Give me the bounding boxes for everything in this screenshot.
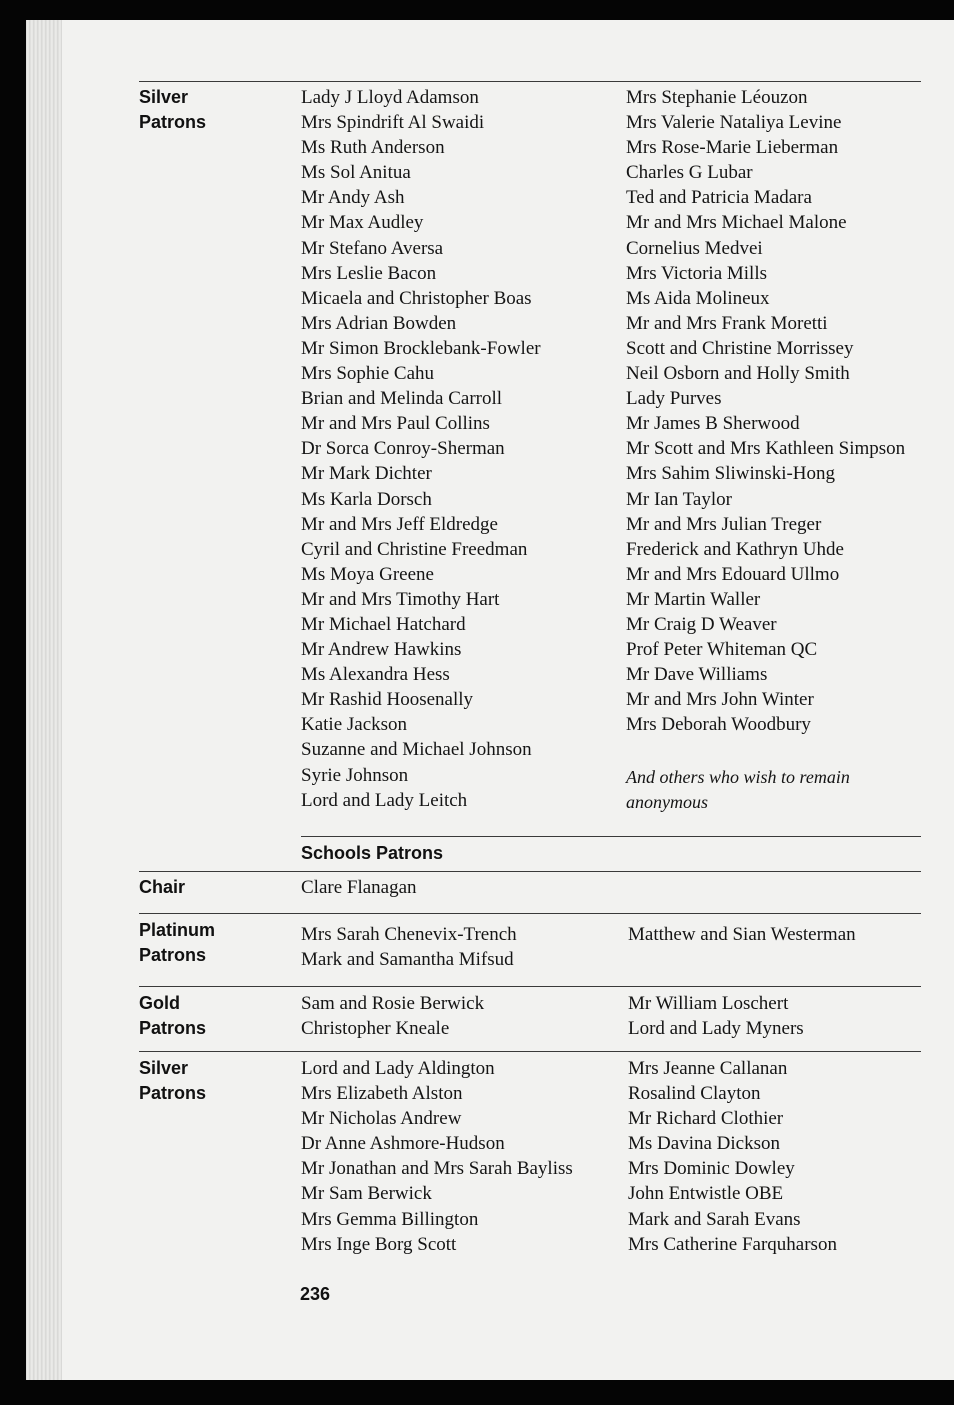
patron-name: Mrs Deborah Woodbury xyxy=(626,714,811,736)
silver-patrons-col2 xyxy=(626,85,905,737)
platinum-rule xyxy=(139,913,921,914)
platinum-col2 xyxy=(628,922,856,947)
patron-name: Mrs Dominic Dowley xyxy=(628,1158,795,1180)
platinum-col1 xyxy=(301,922,517,972)
patron-name: Mrs Sahim Sliwinski-Hong xyxy=(626,463,836,485)
patron-name: Mr and Mrs Edouard Ullmo xyxy=(626,563,840,585)
patron-name: Sam and Rosie Berwick xyxy=(301,993,485,1014)
page-number: 236 xyxy=(300,1284,331,1304)
silver-schools-rule xyxy=(139,1051,921,1052)
patron-name: Mr Mark Dichter xyxy=(301,463,432,485)
patron-name: Rosalind Clayton xyxy=(628,1083,761,1105)
chair-name: Clare Flanagan xyxy=(301,877,417,898)
patron-name: Mr Richard Clothier xyxy=(628,1108,784,1130)
patron-name: Mrs Adrian Bowden xyxy=(301,312,457,334)
patron-name: Suzanne and Michael Johnson xyxy=(301,739,532,761)
patron-name: Mr and Mrs Michael Malone xyxy=(626,212,847,234)
anonymous-note-line1: And others who wish to remain xyxy=(626,767,850,787)
patron-name: Mr Stefano Aversa xyxy=(301,237,444,259)
patron-name: Lord and Lady Myners xyxy=(628,1018,804,1040)
patron-name: Dr Anne Ashmore-Hudson xyxy=(301,1133,505,1155)
patron-name: Mr Simon Brocklebank-Fowler xyxy=(301,337,541,359)
patron-name: Mr Scott and Mrs Kathleen Simpson xyxy=(626,438,906,460)
patron-name: Mr and Mrs Julian Treger xyxy=(626,513,822,535)
schools-title-rule xyxy=(301,836,921,837)
patron-name: Mrs Elizabeth Alston xyxy=(301,1083,463,1105)
patron-name: Lady Purves xyxy=(626,388,722,410)
patron-name: Mr and Mrs Paul Collins xyxy=(301,413,490,435)
patron-name: Mrs Sophie Cahu xyxy=(301,363,434,385)
patron-name: Mrs Catherine Farquharson xyxy=(628,1233,837,1255)
patron-name: Mr Dave Williams xyxy=(626,664,768,686)
patron-name: Mr James B Sherwood xyxy=(626,413,800,435)
patron-name: Cyril and Christine Freedman xyxy=(301,538,528,560)
patron-name: Mr Martin Waller xyxy=(626,588,761,610)
patron-name: Ms Sol Anitua xyxy=(301,162,411,184)
patron-name: Mrs Inge Borg Scott xyxy=(301,1233,457,1255)
silver-schools-col1 xyxy=(301,1056,573,1257)
patron-name: Brian and Melinda Carroll xyxy=(301,388,503,410)
patron-name: Katie Jackson xyxy=(301,714,408,736)
chair-heading: Chair xyxy=(139,877,186,897)
patron-name: Mr Ian Taylor xyxy=(626,488,732,510)
gold-col2 xyxy=(628,991,804,1041)
patron-name: Ms Ruth Anderson xyxy=(301,137,445,159)
patron-name: Mr and Mrs John Winter xyxy=(626,689,814,711)
silver-schools-heading: Silver Patrons xyxy=(139,1058,207,1103)
patron-name: Mr Craig D Weaver xyxy=(626,613,777,635)
patron-name: Ted and Patricia Madara xyxy=(626,187,812,209)
silver-schools-col2 xyxy=(628,1056,837,1257)
patron-name: Cornelius Medvei xyxy=(626,237,763,259)
patron-name: Mrs Sarah Chenevix-Trench xyxy=(301,924,517,945)
patron-name: Mrs Victoria Mills xyxy=(626,262,768,284)
patron-name: Christopher Kneale xyxy=(301,1018,450,1040)
patron-name: Mr and Mrs Jeff Eldredge xyxy=(301,513,498,535)
patron-name: Dr Sorca Conroy-Sherman xyxy=(301,438,505,460)
patron-name: Frederick and Kathryn Uhde xyxy=(626,538,844,560)
chair-rule xyxy=(139,871,921,872)
patron-name: Mr Andrew Hawkins xyxy=(301,639,462,661)
patron-name: Mrs Leslie Bacon xyxy=(301,262,437,284)
patron-name: Prof Peter Whiteman QC xyxy=(626,639,818,661)
patron-name: Ms Karla Dorsch xyxy=(301,488,432,510)
patron-name: Ms Davina Dickson xyxy=(628,1133,780,1155)
anonymous-note-line2: anonymous xyxy=(626,792,708,812)
patron-name: Mr Max Audley xyxy=(301,212,424,234)
patron-name: Mr Rashid Hoosenally xyxy=(301,689,474,711)
patron-name: Matthew and Sian Westerman xyxy=(628,924,856,945)
patron-name: Mr Sam Berwick xyxy=(301,1183,432,1205)
patron-name: Lady J Lloyd Adamson xyxy=(301,87,479,108)
patron-name: Neil Osborn and Holly Smith xyxy=(626,363,850,385)
gold-rule xyxy=(139,986,921,987)
patron-name: Charles G Lubar xyxy=(626,162,753,184)
silver-patrons-col1 xyxy=(301,85,541,813)
top-rule xyxy=(139,81,921,82)
patron-name: Mr Andy Ash xyxy=(301,187,405,209)
patron-name: Ms Aida Molineux xyxy=(626,287,770,309)
patron-name: Mr Nicholas Andrew xyxy=(301,1108,462,1130)
patron-name: Mark and Samantha Mifsud xyxy=(301,949,514,971)
patron-name: Mrs Rose-Marie Lieberman xyxy=(626,137,839,159)
patron-name: Mr and Mrs Frank Moretti xyxy=(626,312,828,334)
gold-heading: Gold Patrons xyxy=(139,993,207,1038)
patron-name: Mrs Stephanie Léouzon xyxy=(626,87,808,108)
patron-name: Syrie Johnson xyxy=(301,764,409,786)
patron-name: Mr William Loschert xyxy=(628,993,789,1014)
patron-name: Mrs Jeanne Callanan xyxy=(628,1058,788,1079)
patron-name: John Entwistle OBE xyxy=(628,1183,784,1205)
patron-name: Mr and Mrs Timothy Hart xyxy=(301,588,500,610)
patron-name: Mark and Sarah Evans xyxy=(628,1208,801,1230)
gold-col1 xyxy=(301,991,484,1041)
platinum-heading: Platinum Patrons xyxy=(139,920,216,965)
patron-name: Mrs Gemma Billington xyxy=(301,1208,479,1230)
patron-name: Micaela and Christopher Boas xyxy=(301,287,532,309)
patron-name: Lord and Lady Leitch xyxy=(301,789,468,811)
patron-name: Scott and Christine Morrissey xyxy=(626,337,854,359)
patron-name: Mr Michael Hatchard xyxy=(301,613,466,635)
silver-patrons-heading: Silver Patrons xyxy=(139,87,207,132)
patron-name: Ms Moya Greene xyxy=(301,563,434,585)
patron-name: Mrs Spindrift Al Swaidi xyxy=(301,112,485,134)
patron-name: Mrs Valerie Nataliya Levine xyxy=(626,112,842,134)
patron-name: Ms Alexandra Hess xyxy=(301,664,450,686)
patron-name: Lord and Lady Aldington xyxy=(301,1058,495,1079)
schools-patrons-title: Schools Patrons xyxy=(301,843,444,863)
patron-name: Mr Jonathan and Mrs Sarah Bayliss xyxy=(301,1158,573,1180)
